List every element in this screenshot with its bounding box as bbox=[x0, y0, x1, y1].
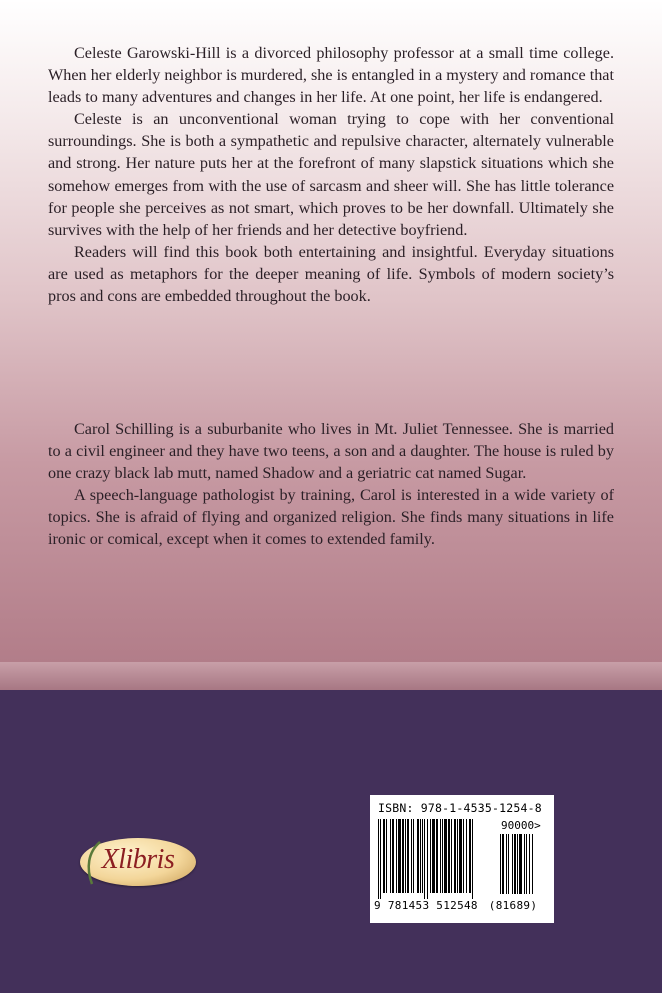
barcode-bar bbox=[411, 819, 412, 893]
barcode-bar bbox=[407, 819, 409, 893]
synopsis-text bbox=[48, 42, 614, 307]
barcode-bar bbox=[413, 819, 414, 893]
barcode-bar bbox=[424, 819, 425, 899]
barcode-bar bbox=[405, 819, 406, 893]
barcode-bar bbox=[512, 834, 513, 894]
barcode-bar bbox=[390, 819, 391, 893]
isbn-barcode bbox=[370, 795, 554, 923]
barcode-bar bbox=[532, 834, 533, 894]
barcode-bar bbox=[383, 819, 385, 893]
barcode-bar bbox=[396, 819, 397, 893]
barcode-bar bbox=[517, 834, 518, 894]
barcode-bar bbox=[514, 834, 516, 894]
barcode-bar bbox=[454, 819, 456, 893]
synopsis-paragraph: Celeste is an unconventional woman trying to cope with her conventional surroundings. She is both a sympathetic and repulsive character, alternately vulnerable and strong. Her nature puts her at the forefront of many slapstick situations which she somehow emerges from with the use of sarcasm and sheer will. She has little tolerance for people she perceives as not smart, which proves to be her downfall. Ultimately she survives with the help of her friends and her detective boyfriend. bbox=[48, 110, 614, 239]
addon-number: (81689) bbox=[488, 899, 538, 912]
barcode-bar bbox=[442, 819, 443, 893]
barcode-bar bbox=[436, 819, 438, 893]
barcode-bar bbox=[457, 819, 458, 893]
barcode-bar bbox=[430, 819, 431, 893]
barcode-bar bbox=[386, 819, 387, 893]
barcode-bar bbox=[506, 834, 507, 894]
barcode-bar bbox=[469, 819, 471, 893]
barcode-bar bbox=[451, 819, 452, 893]
barcode-bar bbox=[502, 834, 504, 894]
barcode-bar bbox=[519, 834, 522, 894]
barcode-bar bbox=[420, 819, 421, 893]
barcode-bar bbox=[398, 819, 401, 893]
barcode-bar bbox=[500, 834, 501, 894]
barcode-bar bbox=[432, 819, 435, 893]
ean-barcode-bars bbox=[378, 819, 496, 899]
barcode-bar bbox=[440, 819, 441, 893]
barcode-bar bbox=[459, 819, 462, 893]
barcode-bar bbox=[529, 834, 530, 894]
ean-digits bbox=[374, 899, 550, 912]
logo-text: Xlibris bbox=[101, 844, 175, 875]
barcode-bar bbox=[427, 819, 428, 899]
barcode-bar bbox=[392, 819, 394, 893]
addon-barcode-bars bbox=[500, 834, 548, 898]
ean-number: 9 781453 512548 bbox=[374, 899, 478, 912]
divider-band bbox=[0, 662, 662, 690]
barcode-bar bbox=[463, 819, 464, 893]
barcode-bar bbox=[444, 819, 447, 893]
author-bio-text bbox=[48, 418, 614, 551]
barcode-bar bbox=[402, 819, 404, 893]
barcode-bar bbox=[508, 834, 509, 894]
barcode-bar bbox=[380, 819, 381, 899]
barcode-bar bbox=[526, 834, 527, 894]
synopsis-paragraph: Readers will find this book both entertaining and insightful. Everyday situations are used as metaphors for the deeper meaning of life. Symbols of modern society’s pros and cons are embedded throughout the book. bbox=[48, 242, 614, 306]
barcode-bar bbox=[422, 819, 423, 893]
barcode-bar bbox=[524, 834, 525, 894]
bio-paragraph: A speech-language pathologist by training, Carol is interested in a wide variety of topics. She is afraid of flying and organized religion. She finds many situations in life ironic or comical, except when it comes to extended family. bbox=[48, 486, 614, 549]
barcode-bar bbox=[448, 819, 450, 893]
barcode-bar bbox=[472, 819, 473, 899]
barcode-bar bbox=[466, 819, 467, 893]
bio-paragraph: Carol Schilling is a suburbanite who lives in Mt. Juliet Tennessee. She is married to a civil engineer and they have two teens, a son and a daughter. The house is ruled by one crazy black lab mutt, named Shadow and a geriatric cat named Sugar. bbox=[48, 420, 614, 483]
barcode-bar bbox=[417, 819, 419, 893]
synopsis-paragraph: Celeste Garowski-Hill is a divorced philosophy professor at a small time college. When her elderly neighbor is murdered, she is entangled in a mystery and romance that leads to many adventures and changes in her life. At one point, her life is endangered. bbox=[48, 44, 614, 107]
barcode-bar bbox=[378, 819, 379, 899]
xlibris-logo bbox=[80, 838, 198, 888]
isbn-label: ISBN: 978-1-4535-1254-8 bbox=[378, 801, 542, 815]
price-code: 90000> bbox=[501, 819, 541, 832]
